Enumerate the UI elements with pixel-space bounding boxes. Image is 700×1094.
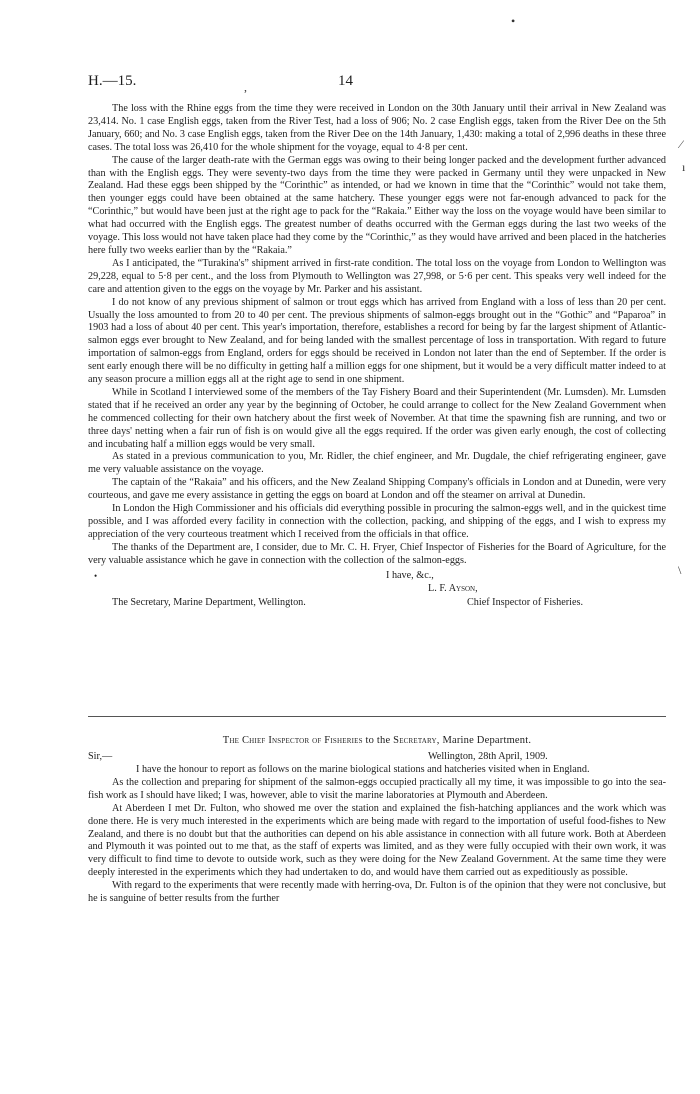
closing-line bbox=[88, 570, 666, 583]
speck-mark-icon: , bbox=[244, 80, 247, 94]
speck-mark-icon: • bbox=[511, 14, 516, 28]
signatory-title: Chief Inspector of Fisheries. bbox=[467, 596, 583, 608]
place-date: Wellington, 28th April, 1909. bbox=[428, 751, 548, 762]
heading-to-word: to the bbox=[365, 735, 391, 746]
page-number: 14 bbox=[338, 73, 353, 89]
letter-heading bbox=[88, 735, 666, 746]
report-paragraph: At Aberdeen I met Dr. Fulton, who showed me over the station and explained the fish-hatching appliances and the work which was done there. He is very much interested in the experiments which are being made with regard to the importation of useful food-fishes to New Zealand, and there is no doubt but that the authorities can depend on his able assistance in connection with all future work. Both at Aberdeen and Plymouth it was pointed out to me that, as the staff of experts was limited, and as they were fully occupied with their own work, it was very difficult to find time to devote to outside work, such as they were doing for the New Zealand Government. At the same time they were deeply interested in the experiments which they had undertaken to do, and would have them carried out as expeditiously as possible. bbox=[88, 802, 666, 879]
report-paragraph: The captain of the “Rakaia” and his officers, and the New Zealand Shipping Company's officials in London and at Dunedin, were very courteous, and gave me every assistance in getting the eggs on board at London and off the steamer on arrival at Dunedin. bbox=[88, 477, 666, 502]
report-paragraph: As the collection and preparing for shipment of the salmon-eggs occupied practically all my time, it was impossible to go into the sea-fish work as I should have liked; I was, however, able to visit the marine laboratories at Plymouth and Aberdeen. bbox=[88, 776, 666, 801]
report-paragraph: With regard to the experiments that were recently made with herring-ova, Dr. Fulton is of the opinion that they were not conclusive, but he is sanguine of better results from the further bbox=[88, 880, 666, 905]
signature-line bbox=[88, 583, 666, 596]
salutation: Sir,— bbox=[88, 751, 113, 762]
heading-to: Secretary, bbox=[393, 735, 440, 746]
pencil-margin-mark-icon: ⁄ bbox=[680, 137, 683, 151]
report-paragraph: As stated in a previous communication to you, Mr. Ridler, the chief engineer, and Mr. Dugdale, the chief refrigerating engineer, gave me very valuable assistance on the voyage. bbox=[88, 451, 666, 476]
report-paragraph: The cause of the larger death-rate with the German eggs was owing to their being longer packed and the development further advanced than with the English eggs. They were seventy-two days from the time they were packed in Germany until they were unpacked in New Zealand. Had these eggs been shipped by the “Corinthic” as intended, or had we known in time that the “Corinthic” would not take them, then younger eggs could have been obtained at the same hatchery. These younger eggs were not far-enough advanced to pack for the “Corinthic,” but would have been just at the right age to pack for the “Rakaia.” Either way the loss on the voyage would have been similar to what had occurred with the English eggs. The greatest number of deaths occurred with the German eggs during the last two weeks of the voyage. This loss would not have taken place had they come by the “Corinthic,” as they would have arrived and been placed in the hatcheries here fully two weeks earlier than by the “Rakaia.” bbox=[88, 154, 666, 256]
pencil-margin-mark-icon: \ bbox=[678, 563, 682, 577]
parliamentary-paper-reference: H.—15. bbox=[88, 73, 137, 89]
report-two-body bbox=[88, 735, 666, 906]
report-paragraph: I do not know of any previous shipment of salmon or trout eggs which has arrived from England with a loss of less than 20 per cent. Usually the loss amounted to from 20 to 40 per cent. The previous shipments of salmon-eggs brought out in the “Gothic” and “Paparoa” in 1903 had a loss of about 40 per cent. This year's importation, therefore, establishes a record for being by far the largest shipment of Atlantic-salmon eggs ever brought to New Zealand, and for being landed with the smallest percentage of loss in transportation. With regard to future importation of salmon-eggs from England, orders for eggs should be received in London not later than the end of September. If the order is sent early enough there will be no difficulty in getting half a million eggs for one shipment, but it would be a very difficult matter indeed to at any season procure a million eggs all at the right age to send in one shipment. bbox=[88, 296, 666, 386]
report-paragraph: While in Scotland I interviewed some of the members of the Tay Fishery Board and their Superintendent (Mr. Lumsden). Mr. Lumsden stated that if he received an order any year by the beginning of October, he could arrange to collect for the New Zealand Government when he commenced collecting for their own hatchery about the first week of November. At that time the spawning fish are running, and two or three days' netting when a fair run of fish is on would give all the eggs required. If the order was given early enough, the cost of collecting and incubating half a million eggs would be very small. bbox=[88, 386, 666, 450]
report-paragraph: In London the High Commissioner and his officials did everything possible in procuring the salmon-eggs well, and in the quickest time possible, and I was afforded every facility in connection with the collection, packing, and shipping of the eggs, and I wish to express my appreciation of the very courteous treatment which I received from the officials in that office. bbox=[88, 503, 666, 540]
report-paragraph: As I anticipated, the “Turakina's” shipment arrived in first-rate condition. The total loss on the voyage from London to Wellington was 29,228, equal to 5·8 per cent., and the loss from Plymouth to Wellington was 27,998, or 5·6 per cent. This speaks very well indeed for the care and attention given to the eggs on the voyage by Mr. Parker and his assistant. bbox=[88, 257, 666, 295]
speck-mark-icon: • bbox=[94, 570, 98, 581]
report-one-body bbox=[88, 103, 666, 610]
closing-phrase: I have, &c., bbox=[386, 569, 434, 581]
section-divider bbox=[88, 716, 666, 717]
signatory-name: L. F. Ayson, bbox=[428, 582, 478, 594]
report-paragraph: The thanks of the Department are, I consider, due to Mr. C. H. Fryer, Chief Inspector of Fisheries for the Board of Agriculture, for the very valuable assistance which he gave in connection with the collection of the salmon-eggs. bbox=[88, 541, 666, 566]
heading-department: Marine Department. bbox=[442, 735, 532, 746]
pencil-margin-mark-icon: ı bbox=[682, 160, 686, 174]
report-paragraph: The loss with the Rhine eggs from the time they were received in London on the 30th January until their arrival in New Zealand was 23,414. No. 1 case English eggs, taken from the River Test, had a loss of 906; No. 2 case English eggs, taken from the River Dee on the 5th January, 660; and No. 3 case English eggs, taken from the River Dee on the 14th January, 1,430: making a total of 2,996 deaths in these three cases. The total loss was 26,410 for the whole shipment for the voyage, equal to 4·8 per cent. bbox=[88, 103, 666, 153]
addressee-line bbox=[88, 597, 666, 610]
heading-from: The Chief Inspector of Fisheries bbox=[222, 735, 363, 746]
salutation-line bbox=[88, 751, 666, 764]
addressee: The Secretary, Marine Department, Wellington. bbox=[112, 596, 306, 608]
report-paragraph: I have the honour to report as follows on the marine biological stations and hatcheries visited when in England. bbox=[136, 764, 590, 775]
